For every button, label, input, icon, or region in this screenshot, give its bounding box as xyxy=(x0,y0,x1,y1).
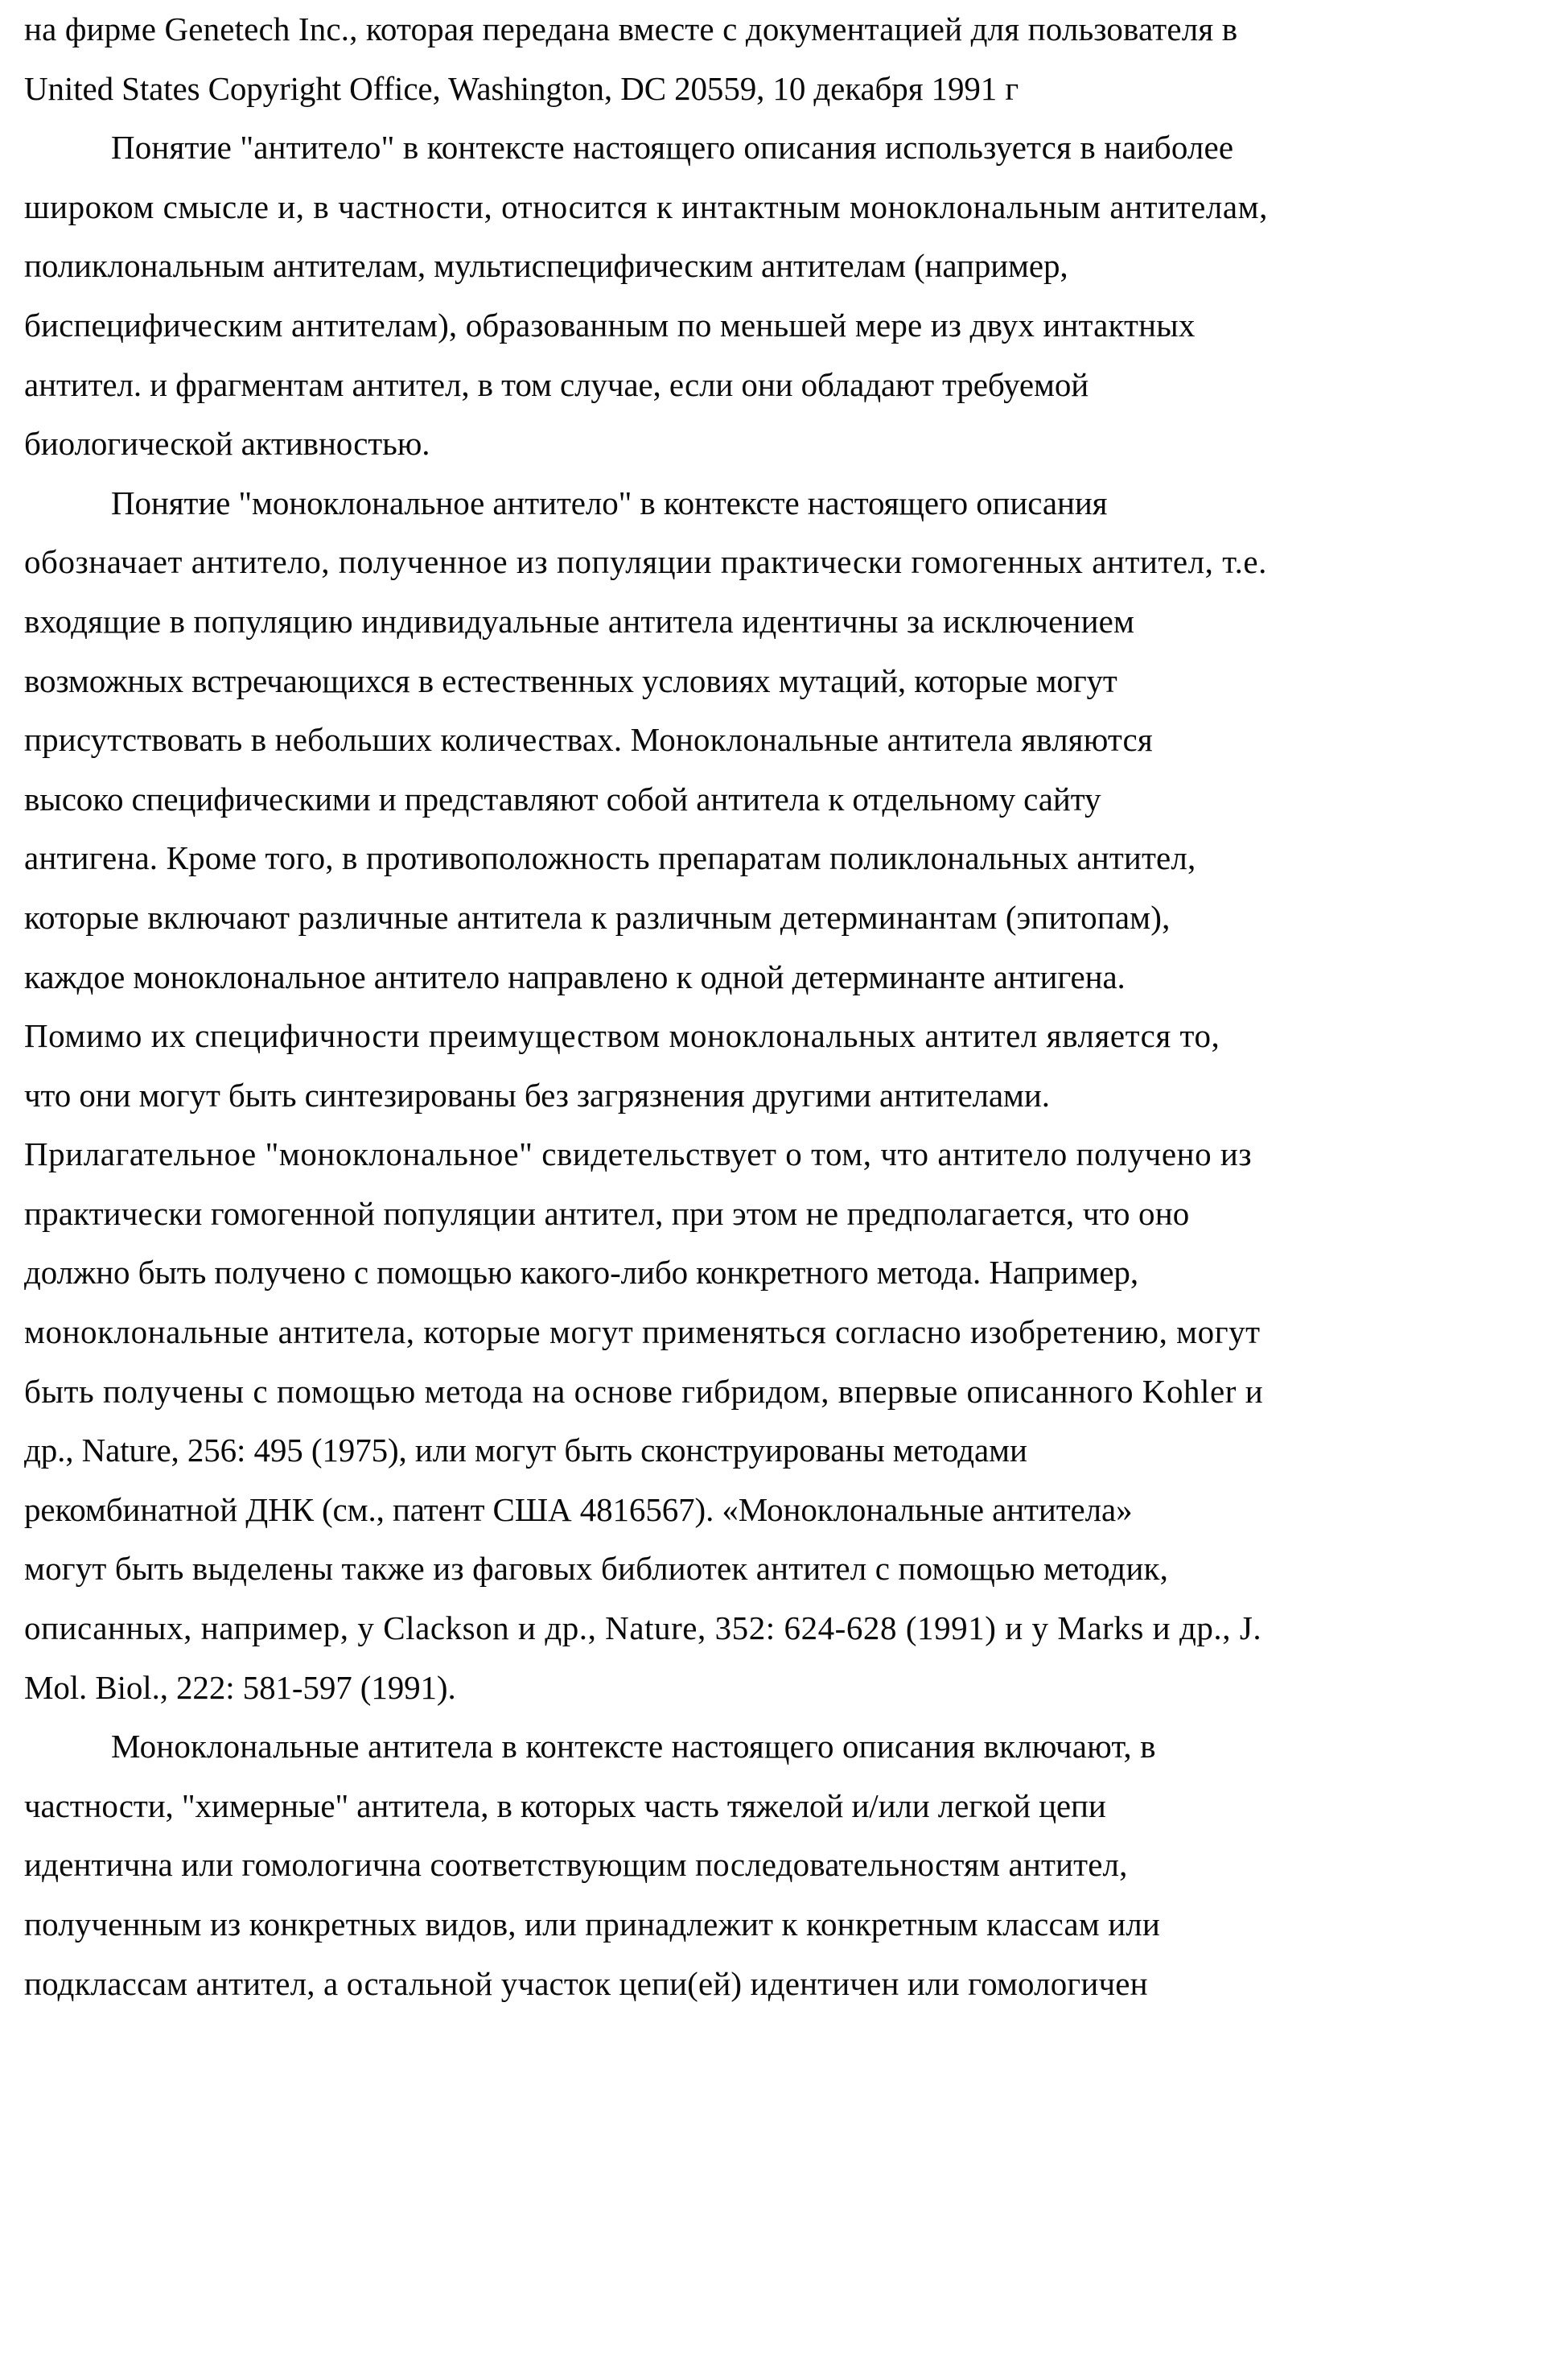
text-line: присутствовать в небольших количествах. Моноклональные антитела являются xyxy=(24,721,1153,759)
text-line: биспецифическим антителам), образованным по меньшей мере из двух интактных xyxy=(24,306,1196,344)
text-line: рекомбинатной ДНК (см., патент США 4816567). «Моноклональные антитела» xyxy=(24,1490,1133,1528)
text-line: описанных, например, у Clackson и др., Nature, 352: 624-628 (1991) и у Marks и др., J. xyxy=(24,1609,1262,1647)
text-line: Помимо их специфичности преимуществом моноклональных антител является то, xyxy=(24,1017,1220,1055)
text-line: быть получены с помощью метода на основе гибридом, впервые описанного Kohler и xyxy=(24,1372,1264,1410)
text-line: каждое моноклональное антитело направлено к одной детерминанте антигена. xyxy=(24,958,1126,995)
text-line: входящие в популяцию индивидуальные антитела идентичны за исключением xyxy=(24,602,1135,640)
text-line: антигена. Кроме того, в противоположность препаратам поликлональных антител, xyxy=(24,839,1196,877)
text-line: которые включают различные антитела к различным детерминантам (эпитопам), xyxy=(24,898,1171,936)
text-line: возможных встречающихся в естественных условиях мутаций, которые могут xyxy=(24,661,1117,699)
text-line: биологической активностью. xyxy=(24,425,430,463)
text-line: могут быть выделены также из фаговых библиотек антител с помощью методик, xyxy=(24,1550,1169,1588)
text-line: высоко специфическими и представляют собой антитела к отдельному сайту xyxy=(24,780,1101,818)
text-line: должно быть получено с помощью какого-либо конкретного метода. Например, xyxy=(24,1254,1138,1292)
text-line: подклассам антител, а остальной участок цепи(ей) идентичен или гомологичен xyxy=(24,1964,1148,2002)
text-line: обозначает антитело, полученное из популяции практически гомогенных антител, т.е. xyxy=(24,543,1267,581)
text-line: широком смысле и, в частности, относится к интактным моноклональным антителам, xyxy=(24,187,1268,225)
text-line: на фирме Genetech Inc., которая передана вместе с документацией для пользователя в xyxy=(24,10,1238,47)
text-line: практически гомогенной популяции антител, при этом не предполагается, что оно xyxy=(24,1194,1190,1232)
text-line: United States Copyright Office, Washington, DC 20559, 10 декабря 1991 г xyxy=(24,69,1019,107)
text-line: др., Nature, 256: 495 (1975), или могут быть сконструированы методами xyxy=(24,1432,1027,1469)
text-line: моноклональные антитела, которые могут применяться согласно изобретению, могут xyxy=(24,1313,1261,1351)
document-text-block xyxy=(24,0,1557,2013)
text-line: частности, "химерные" антитела, в которых часть тяжелой и/или легкой цепи xyxy=(24,1786,1106,1824)
text-line: полученным из конкретных видов, или принадлежит к конкретным классам или xyxy=(24,1906,1161,1943)
paragraph-start-line: Понятие "моноклональное антитело" в контексте настоящего описания xyxy=(111,484,1108,521)
paragraph-start-line: Понятие "антитело" в контексте настоящего описания используется в наиболее xyxy=(111,129,1234,167)
text-line: антител. и фрагментам антител, в том случае, если они обладают требуемой xyxy=(24,365,1089,403)
text-line: поликлональным антителам, мультиспецифическим антителам (например, xyxy=(24,247,1068,285)
paragraph-start-line: Моноклональные антитела в контексте настоящего описания включают, в xyxy=(111,1728,1156,1766)
text-line: идентична или гомологична соответствующим последовательностям антител, xyxy=(24,1846,1128,1884)
text-line: Mol. Biol., 222: 581-597 (1991). xyxy=(24,1668,456,1706)
text-line: Прилагательное "моноклональное" свидетельствует о том, что антитело получено из xyxy=(24,1135,1253,1173)
text-line: что они могут быть синтезированы без загрязнения другими антителами. xyxy=(24,1076,1050,1114)
